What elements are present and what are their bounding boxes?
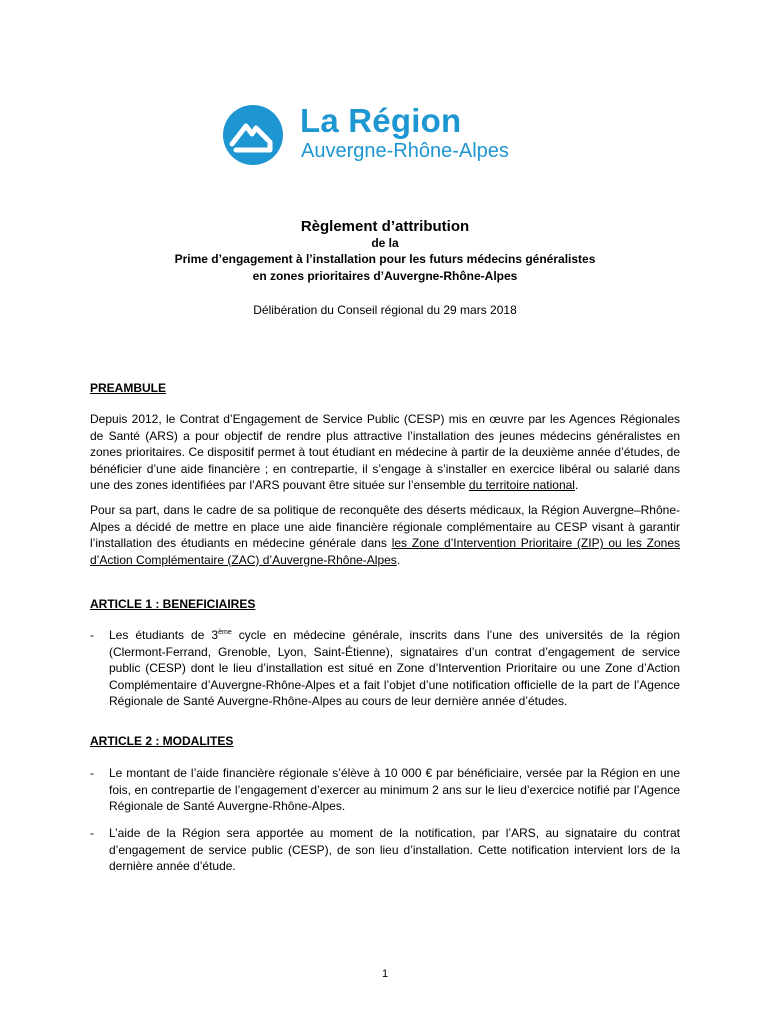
article-2-bullet-2-text: L’aide de la Région sera apportée au moment de la notification, par l’ARS, au signataire du contrat d’engagement de service public (CESP), de son lieu d’installation. Cette notification intervient lors de la dernière année d’étude. <box>109 826 680 873</box>
title-line-4: en zones prioritaires d’Auvergne-Rhône-Alpes <box>252 269 518 283</box>
article-2-bullet-1-text: Le montant de l’aide financière régionale s’élève à 10 000 € par bénéficiaire, versée par la Région en une fois, en contrepartie de l’engagement d’exercer au minimum 2 ans sur le lieu d’exercice notifié par l’Agence Régionale de Santé Auvergne-Rhône-Alpes. <box>109 766 680 813</box>
article-1-bullet-text: Les étudiants de 3ème cycle en médecine générale, inscrits dans l’une des universités de la région (Clermont-Ferrand, Grenoble, Lyon, Saint-Étienne), signataires d’un contrat d’engagement de service public (CESP) dont le lieu d’installation est situé en Zone d’Intervention Prioritaire ou une Zone d’Action Complémentaire d’Auvergne-Rhône-Alpes et a fait l’objet d’une notification officielle de la part de l’Agence Régionale de Santé Auvergne-Rhône-Alpes au cours de leur dernière année d’études. <box>109 628 680 708</box>
title-line-2: de la <box>371 236 399 250</box>
article-1-heading: ARTICLE 1 : BENEFICIAIRES <box>90 597 256 611</box>
page-number: 1 <box>381 968 389 980</box>
article-1-bullet <box>90 627 680 710</box>
document-title: Règlement d’attribution <box>300 218 470 235</box>
bullet-dash: - <box>90 826 94 840</box>
logo-subtitle: Auvergne-Rhône-Alpes <box>301 140 509 162</box>
region-logo <box>222 100 562 170</box>
article-2-bullet-1 <box>90 765 680 815</box>
article-2-bullet-2 <box>90 825 680 875</box>
territoire-national-link: du territoire national <box>468 478 575 492</box>
article-2-heading: ARTICLE 2 : MODALITES <box>90 734 234 748</box>
preambule-paragraph-1: Depuis 2012, le Contrat d’Engagement de Service Public (CESP) mis en œuvre par les Agences Régionales de Santé (ARS) a pour objectif de rendre plus attractive l’installation des jeunes médecins généralistes en zones prioritaires. Ce dispositif permet à tout étudiant en médecine à partir de la deuxième année d’études, de bénéficier d’une aide financière ; en contrepartie, il s’engage à s’installer en exercice libéral ou salarié dans une des zones identifiées par l’ARS pouvant être située sur l’ensemble du territoire national. <box>90 412 680 492</box>
bullet-dash: - <box>90 628 94 642</box>
deliberation-line: Délibération du Conseil régional du 29 mars 2018 <box>253 303 517 317</box>
bullet-dash: - <box>90 766 94 780</box>
preambule-paragraph-2: Pour sa part, dans le cadre de sa politique de reconquête des déserts médicaux, la Région Auvergne–Rhône-Alpes a décidé de mettre en place une aide financière régionale complémentaire au CESP visant à garantir l’installation des étudiants en médecine générale dans les Zone d’Intervention Prioritaire (ZIP) ou les Zones d’Action Complémentaire (ZAC) d’Auvergne-Rhône-Alpes. <box>90 503 680 567</box>
preambule-heading: PREAMBULE <box>90 381 167 395</box>
zones-link: les Zone d’Intervention Prioritaire (ZIP) ou les Zones d’Action Complémentaire (ZAC) d’Auvergne-Rhône-Alpes <box>90 536 680 567</box>
mountain-logo-icon <box>222 104 284 166</box>
logo-title: La Région <box>300 102 462 139</box>
title-line-3: Prime d’engagement à l’installation pour les futurs médecins généralistes <box>174 252 596 266</box>
